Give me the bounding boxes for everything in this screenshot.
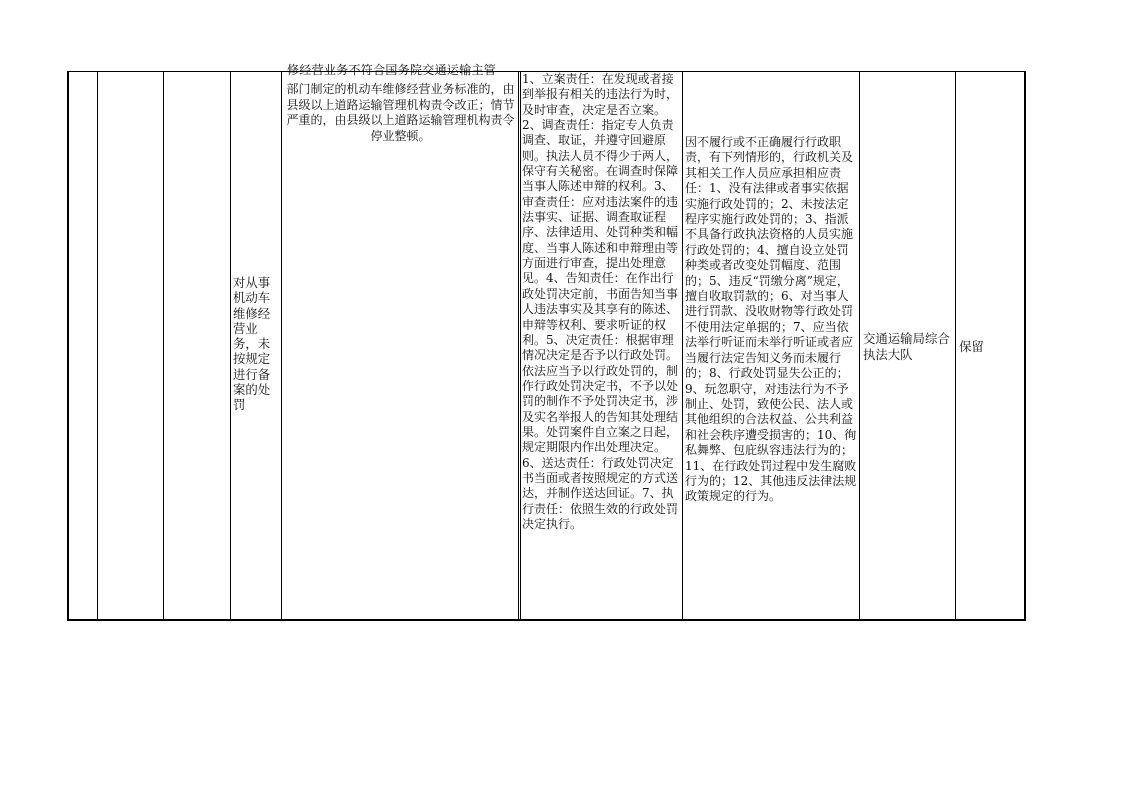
responsibility-text: 1、立案责任：在发现或者接到举报有相关的违法行为时，及时审查，决定是否立案。2、调查责任：指定专人负责调查、取证，并遵守回避原则。执法人员不得少于两人，保守有关秘密。在调查时保障当事人陈述申辩的权利。3、审查责任：应对违法案件的违法事实、证据、调查取证程序、法律适用、处罚种类和幅度、当事人陈述和申辩理由等方面进行审查，提出处理意见。4、告知责任：在作出行政处罚决定前，书面告知当事人违法事实及其享有的陈述、申辩等权利、要求听证的权利。5、决定责任：根据审理情况决定是否予以行政处罚。依法应当予以行政处罚的，制作行政处罚决定书，不予以处罚的制作不予处罚决定书，涉及实名举报人的告知其处理结果。处罚案件自立案之日起，规定期限内作出处理决定。 [522,72,679,455]
accountability-cell [685,135,858,565]
department-cell [863,331,953,365]
basis-text-cell [286,82,515,152]
column-divider-9 [955,71,956,620]
basis-fragment-cell [287,63,515,78]
basis-text: 部门制定的机动车维修经营业务标准的，由县级以上道路运输管理机构责令改正；情节严重的，由县级以上道路运输管理机构责令停业整顿。 [286,82,515,143]
status-cell [959,339,1021,357]
column-divider-6 [520,71,521,620]
column-divider-3 [230,71,231,620]
column-divider-2 [163,71,164,620]
column-divider-4 [281,71,282,620]
table-bottom-border [67,619,1026,621]
responsibility-cell [522,72,680,619]
department-text: 交通运输局综合执法大队 [863,331,950,362]
column-divider-8 [859,71,860,620]
column-divider-1 [97,71,98,620]
column-divider-5 [518,71,519,620]
item-name-cell [233,275,279,435]
basis-fragment-text: 修经营业务不符合国务院交通运输主管 [287,63,497,77]
responsibility-text-2: 6、送达责任：行政处罚决定书当面或者按照规定的方式送达，并制作送达回证。7、执行责任：依照生效的行政处罚决定执行。 [522,455,679,531]
status-text: 保留 [959,339,984,354]
column-divider-10 [1024,71,1026,620]
column-divider-0 [67,71,69,620]
column-divider-7 [682,71,683,620]
item-name-text: 对从事机动车维修经营业务，未按规定进行备案的处罚 [233,275,271,413]
accountability-text: 因不履行或不正确履行行政职责，有下列情形的，行政机关及其相关工作人员应承担相应责任：1、没有法律或者事实依据实施行政处罚的；2、未按法定程序实施行政处罚的；3、指派不具备行政执法资格的人员实施行政处罚的；4、擅自设立处罚种类或者改变处罚幅度、范围的；5、违反“罚缴分离”规定，擅自收取罚款的；6、对当事人进行罚款、没收财物等行政处罚不使用法定单据的；7、应当依法举行听证而未举行听证或者应当履行法定告知义务而未履行的；8、行政处罚显失公正的；9、玩忽职守，对违法行为不予制止、处罚，致使公民、法人或其他组织的合法权益、公共利益和社会秩序遭受损害的；10、徇私舞弊、包庇纵容违法行为的；11、在行政处罚过程中发生腐败行为的；12、其他违反法律法规政策规定的行为。 [685,135,857,504]
